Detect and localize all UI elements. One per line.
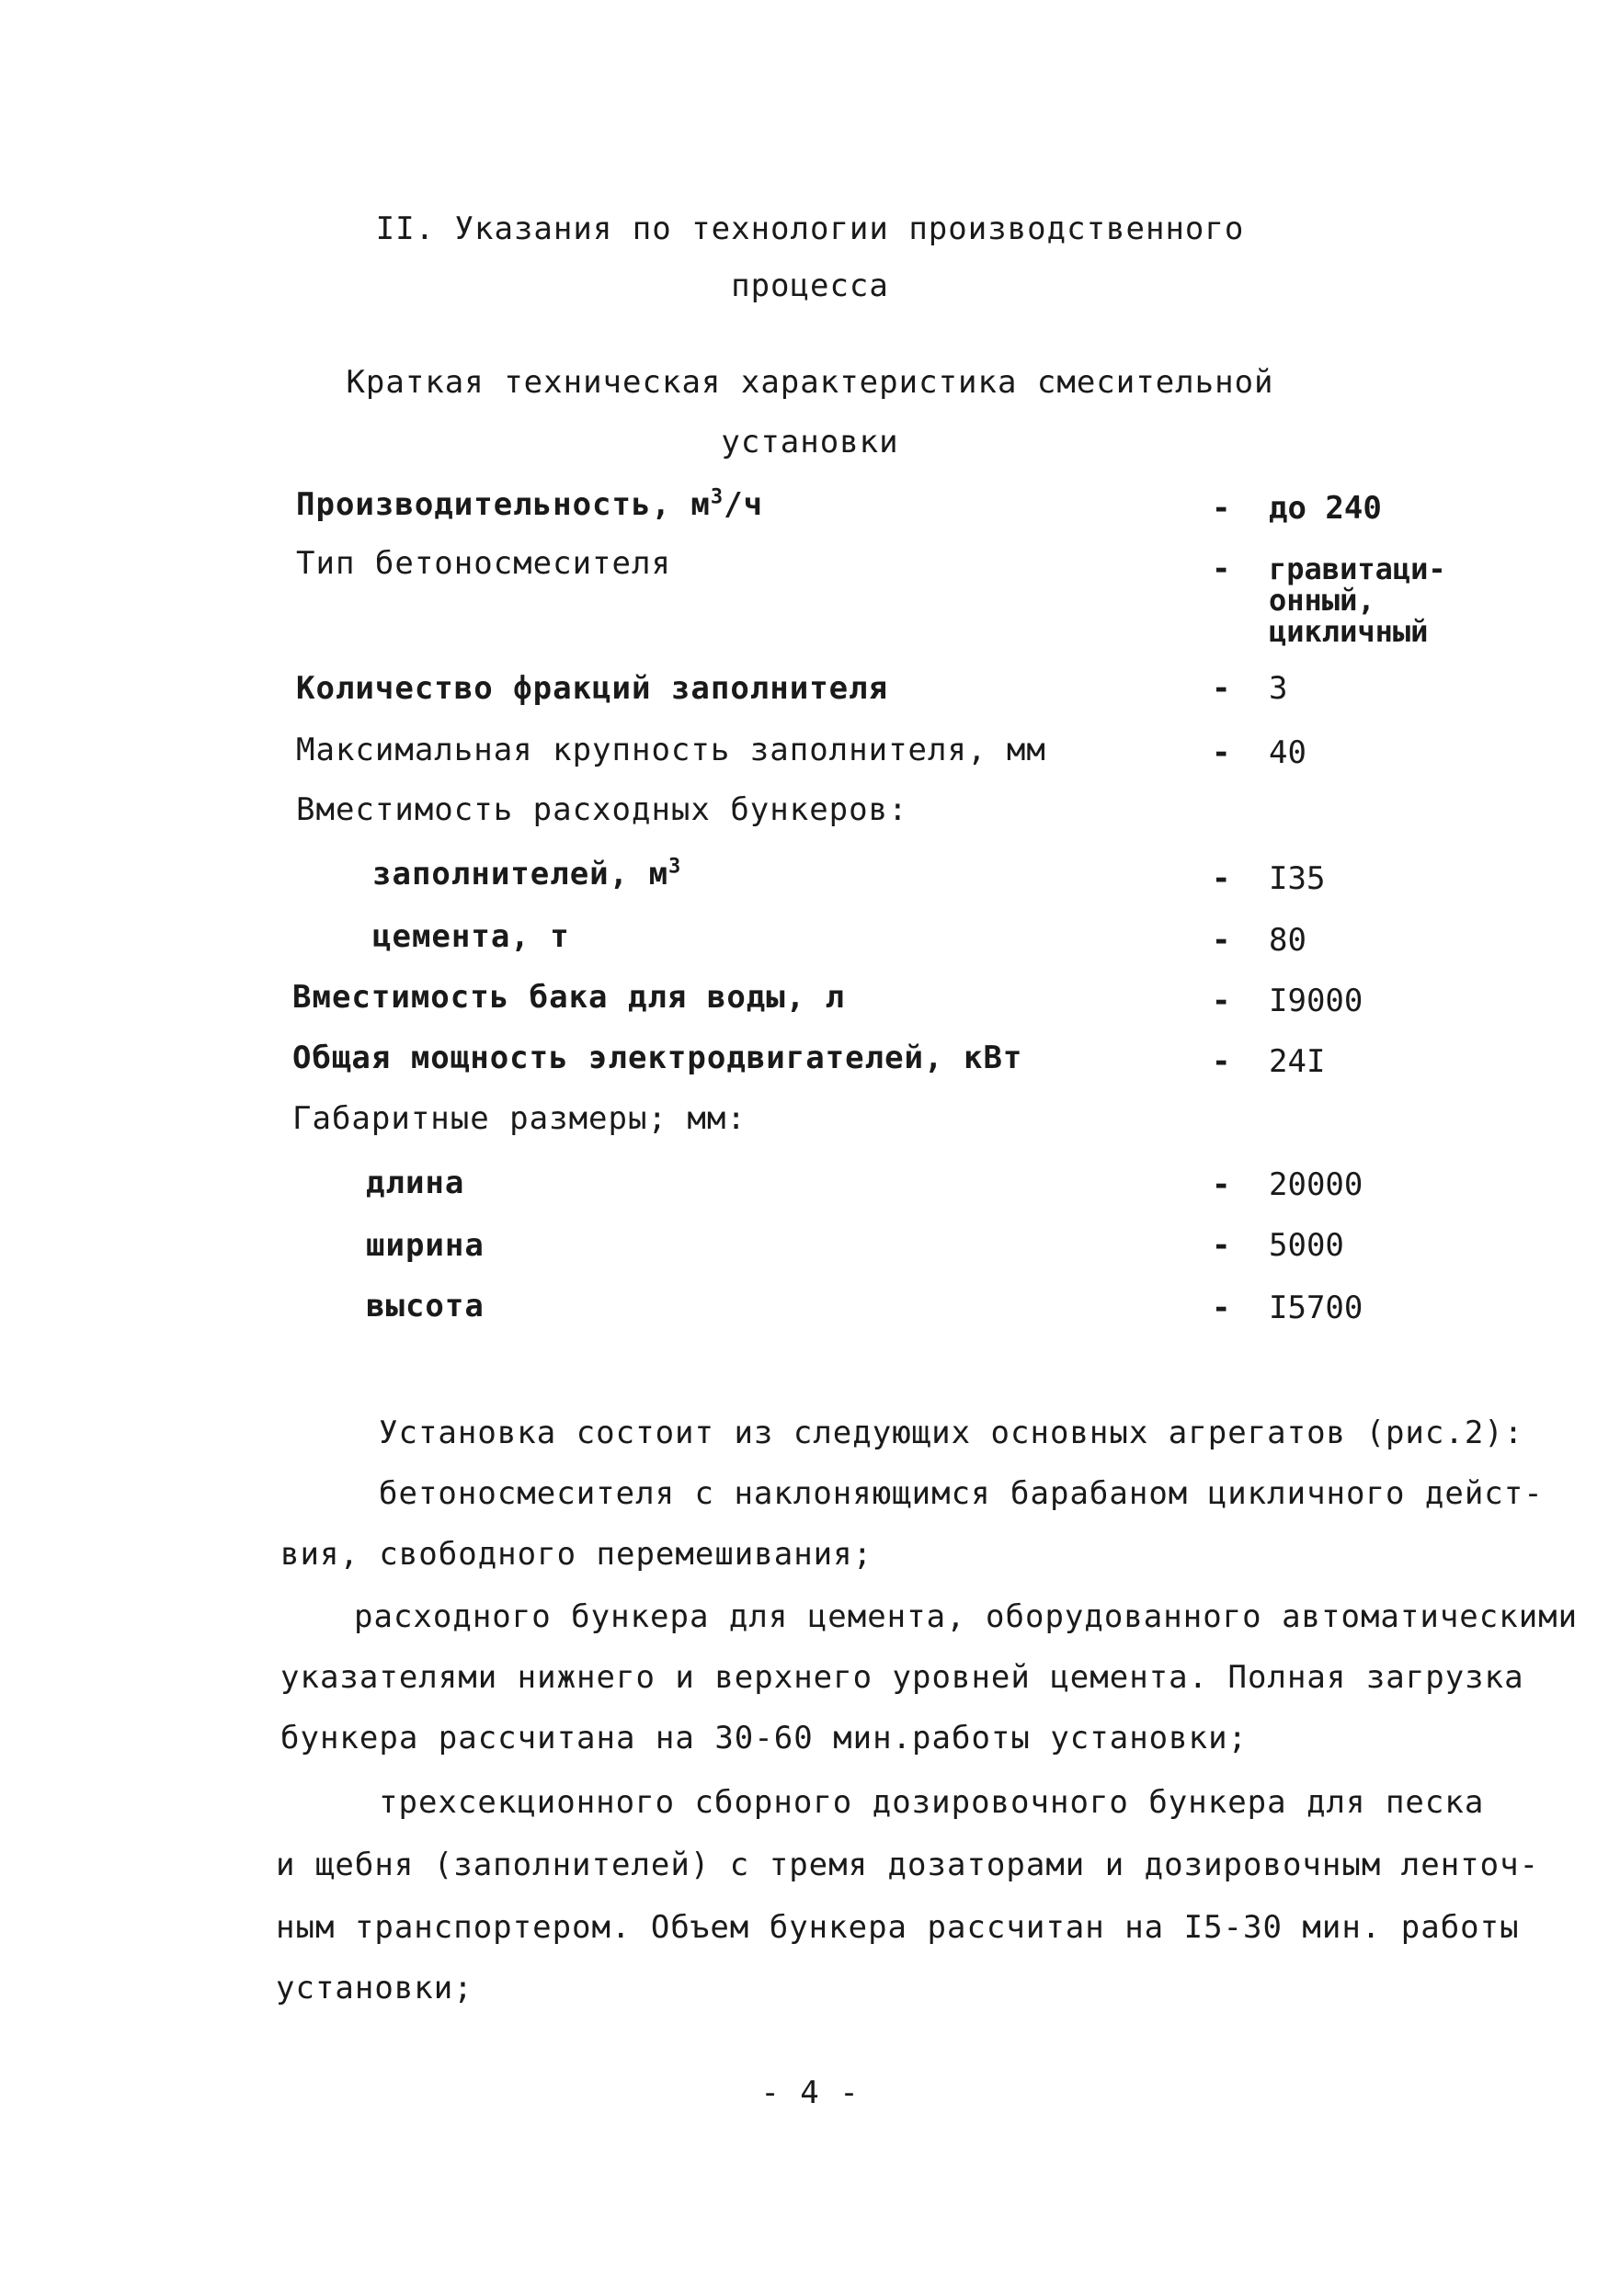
spec-width-label: ширина xyxy=(366,1227,485,1264)
subheading-line1: Краткая техническая характеристика смесительной xyxy=(346,364,1274,401)
spec-aggregates-label-text: заполнителей, м xyxy=(372,856,669,892)
spec-cement-dash: - xyxy=(1212,922,1231,959)
spec-mixer-type-value-line1: гравитаци- xyxy=(1269,551,1446,586)
spec-aggregates-label xyxy=(372,855,681,893)
spec-power-label: Общая мощность электродвигателей, кВт xyxy=(292,1040,1023,1076)
spec-height-label: высота xyxy=(366,1288,485,1324)
spec-productivity-value: до 240 xyxy=(1269,490,1382,527)
spec-aggregates-dash: - xyxy=(1212,860,1231,897)
body-paragraph-3-line3: бункера рассчитана на 30-60 мин.работы установки; xyxy=(280,1720,1249,1756)
spec-width-dash: - xyxy=(1212,1227,1231,1264)
spec-fractions-dash: - xyxy=(1212,670,1231,707)
spec-mixer-type-dash: - xyxy=(1212,551,1231,587)
section-heading-line2: процесса xyxy=(731,267,889,304)
spec-mixer-type-value-line3: цикличный xyxy=(1269,614,1429,649)
spec-water-tank-dash: - xyxy=(1212,983,1231,1019)
spec-fractions-value: 3 xyxy=(1269,670,1288,707)
spec-productivity-label xyxy=(296,485,763,524)
body-paragraph-4-line3: ным транспортером. Объем бункера рассчитан на I5-30 мин. работы xyxy=(276,1909,1520,1946)
body-paragraph-1: Установка состоит из следующих основных агрегатов (рис.2): xyxy=(379,1415,1524,1451)
body-paragraph-3-line1: расходного бункера для цемента, оборудованного автоматическими xyxy=(354,1598,1579,1635)
spec-length-dash: - xyxy=(1212,1166,1231,1203)
spec-cement-label: цемента, т xyxy=(372,918,570,955)
spec-bunker-capacity-label: Вместимость расходных бункеров: xyxy=(296,791,908,828)
spec-length-label: длина xyxy=(366,1165,465,1201)
spec-dimensions-label: Габаритные размеры; мм: xyxy=(292,1100,747,1137)
body-paragraph-2-line2: вия, свободного перемешивания; xyxy=(280,1536,873,1573)
subheading-line2: установки xyxy=(721,424,899,460)
spec-height-dash: - xyxy=(1212,1290,1231,1326)
spec-productivity-unit: /ч xyxy=(724,486,764,523)
body-paragraph-2-line1: бетоносмесителя с наклоняющимся барабаном цикличного дейст- xyxy=(379,1475,1544,1512)
spec-aggregates-sup: 3 xyxy=(668,855,682,879)
spec-height-value: I5700 xyxy=(1269,1290,1363,1326)
spec-width-value: 5000 xyxy=(1269,1227,1344,1264)
section-heading-line1: II. Указания по технологии производственного xyxy=(375,210,1245,247)
spec-water-tank-value: I9000 xyxy=(1269,983,1363,1019)
spec-max-size-value: 40 xyxy=(1269,734,1306,771)
spec-fractions-label: Количество фракций заполнителя xyxy=(296,670,889,707)
spec-max-size-dash: - xyxy=(1212,734,1231,771)
spec-power-dash: - xyxy=(1212,1043,1231,1080)
spec-mixer-type-value xyxy=(1269,553,1446,647)
spec-productivity-dash: - xyxy=(1212,490,1231,527)
body-paragraph-3-line2: указателями нижнего и верхнего уровней цемента. Полная загрузка xyxy=(280,1659,1524,1696)
spec-max-size-label: Максимальная крупность заполнителя, мм xyxy=(296,732,1046,768)
spec-length-value: 20000 xyxy=(1269,1166,1363,1203)
spec-water-tank-label: Вместимость бака для воды, л xyxy=(292,979,846,1016)
spec-productivity-sup: 3 xyxy=(710,485,724,509)
spec-cement-value: 80 xyxy=(1269,922,1306,959)
spec-mixer-type-label: Тип бетоносмесителя xyxy=(296,545,671,582)
spec-productivity-label-text: Производительность, м xyxy=(296,486,711,523)
spec-aggregates-value: I35 xyxy=(1269,860,1326,897)
body-paragraph-4-line4: установки; xyxy=(276,1970,473,2006)
body-paragraph-4-line2: и щебня (заполнителей) с тремя дозаторами и дозировочным ленточ- xyxy=(276,1847,1540,1883)
page-number: - 4 - xyxy=(760,2074,860,2111)
spec-power-value: 24I xyxy=(1269,1043,1326,1080)
spec-mixer-type-value-line2: онный, xyxy=(1269,583,1375,618)
body-paragraph-4-line1: трехсекционного сборного дозировочного бункера для песка xyxy=(379,1784,1485,1821)
